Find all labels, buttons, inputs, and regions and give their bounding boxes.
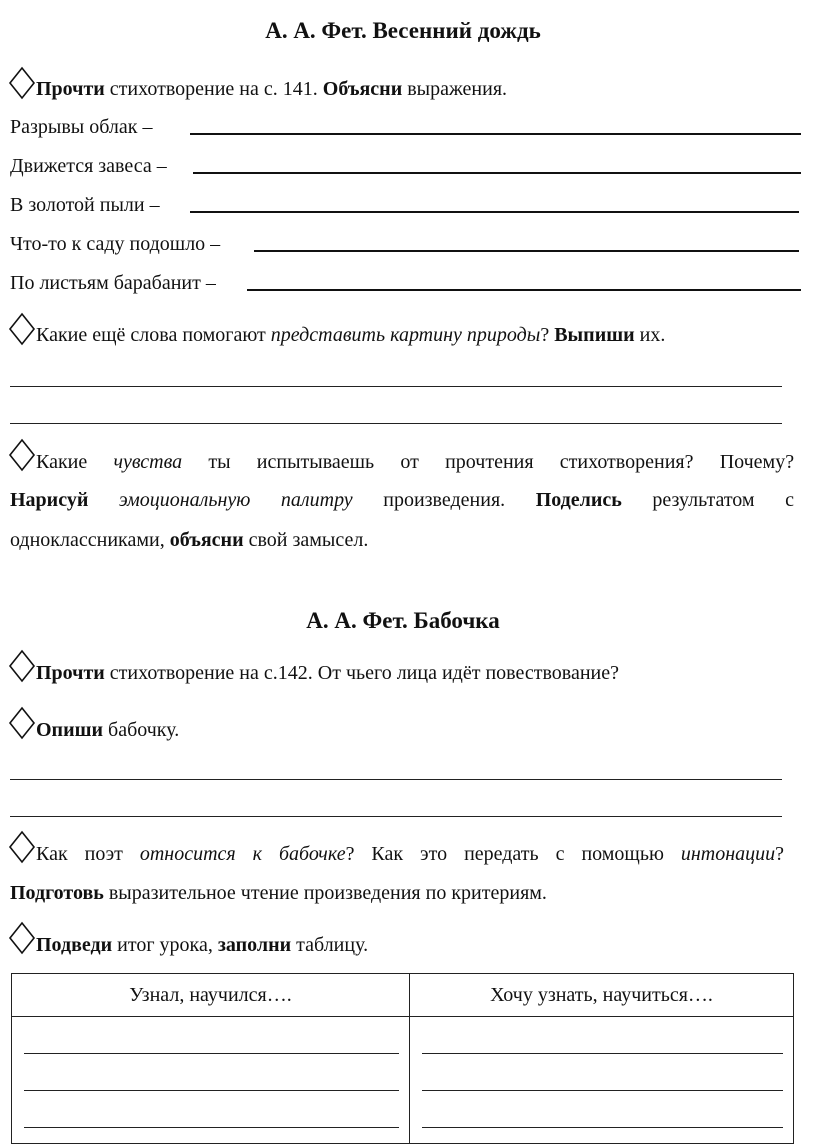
diamond-bullet-icon	[8, 66, 36, 100]
phrase-label: Что-то к саду подошло –	[10, 233, 221, 255]
table-cell-learned[interactable]	[12, 1017, 410, 1144]
task-find-words: Какие ещё слова помогают представить картину природы? Выпиши их.	[36, 324, 666, 346]
answer-line[interactable]	[422, 1017, 783, 1054]
task-read-narrator: Прочти стихотворение на с.142. От чьего лица идёт повествование?	[36, 662, 620, 684]
section-2-title: А. А. Фет. Бабочка	[306, 608, 500, 633]
task-poet-attitude-line-1: Как поэт относится к бабочке? Как это передать с помощью интонации?	[36, 843, 785, 865]
diamond-bullet-icon	[8, 706, 36, 740]
task-poet-attitude-line-2: Подготовь выразительное чтение произведения по критериям.	[10, 882, 547, 904]
diamond-bullet-icon	[8, 921, 36, 955]
phrase-label: Разрывы облак –	[10, 116, 153, 138]
answer-line[interactable]	[247, 289, 801, 291]
diamond-bullet-icon	[8, 312, 36, 346]
task-read-explain: Прочти стихотворение на с. 141. Объясни выражения.	[36, 78, 508, 100]
answer-line[interactable]	[190, 133, 801, 135]
answer-line[interactable]	[193, 172, 801, 174]
answer-line[interactable]	[254, 250, 799, 252]
summary-table	[11, 973, 794, 1144]
table-header-learned: Узнал, научился….	[12, 974, 410, 1017]
answer-line[interactable]	[10, 779, 782, 780]
answer-line[interactable]	[422, 1091, 783, 1128]
task-feelings-line-2: Нарисуй эмоциональную палитру произведения. Поделись результатом с	[10, 489, 795, 511]
table-header-want-to-learn: Хочу узнать, научиться….	[410, 974, 794, 1017]
answer-line[interactable]	[10, 386, 782, 387]
table-cell-want-to-learn[interactable]	[410, 1017, 794, 1144]
task-feelings-line-3: одноклассниками, объясни свой замысел.	[10, 529, 369, 551]
diamond-bullet-icon	[8, 830, 36, 864]
task-feelings-line-1: Какие чувства ты испытываешь от прочтения стихотворения? Почему?	[36, 451, 795, 473]
task-describe-butterfly: Опиши бабочку.	[36, 719, 180, 741]
task-summarize: Подведи итог урока, заполни таблицу.	[36, 934, 369, 956]
phrase-label: По листьям барабанит –	[10, 272, 216, 294]
answer-line[interactable]	[10, 816, 782, 817]
answer-line[interactable]	[10, 423, 782, 424]
answer-line[interactable]	[190, 211, 799, 213]
answer-line[interactable]	[24, 1054, 399, 1091]
phrase-label: Движется завеса –	[10, 155, 167, 177]
answer-line[interactable]	[24, 1091, 399, 1128]
section-1-title: А. А. Фет. Весенний дождь	[265, 18, 541, 43]
answer-line[interactable]	[24, 1017, 399, 1054]
answer-line[interactable]	[422, 1054, 783, 1091]
diamond-bullet-icon	[8, 438, 36, 472]
diamond-bullet-icon	[8, 649, 36, 683]
phrase-label: В золотой пыли –	[10, 194, 160, 216]
